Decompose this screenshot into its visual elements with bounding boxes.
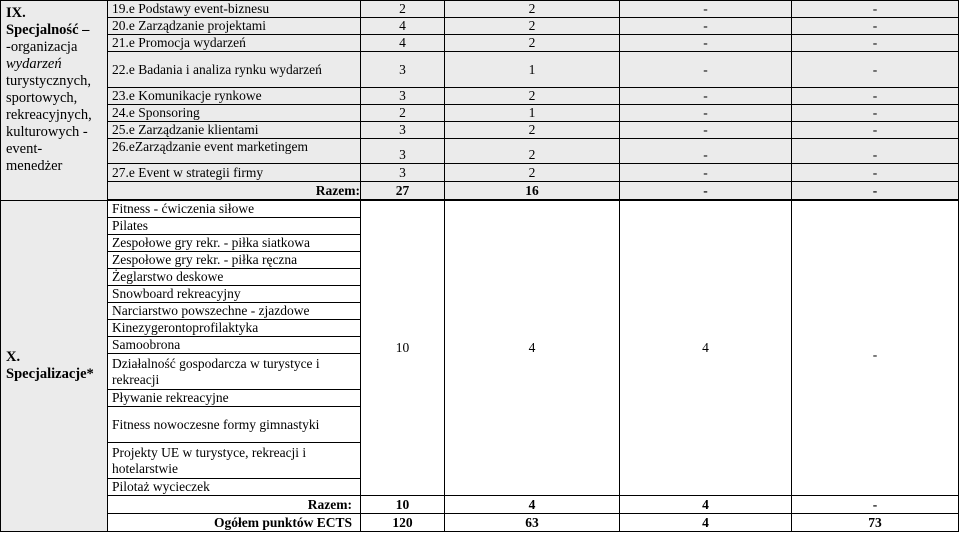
total-cell: - [620, 182, 792, 200]
grand-total-cell: 73 [792, 514, 959, 532]
specialization-item: Projekty UE w turystyce, rekreacji i hotelarstwie [108, 443, 361, 479]
hours-cell: 2 [445, 1, 620, 18]
ects-cell: 3 [361, 52, 445, 88]
cell: - [620, 139, 792, 164]
grand-total-hours: 63 [445, 514, 620, 532]
cell: - [792, 52, 959, 88]
ects-cell: 2 [361, 1, 445, 18]
specialization-ects: 10 [361, 201, 445, 496]
hours-cell: 2 [445, 18, 620, 35]
ects-cell: 4 [361, 18, 445, 35]
hours-cell: 2 [445, 164, 620, 182]
hours-cell: 2 [445, 122, 620, 139]
specialization-item: Żeglarstwo deskowe [108, 269, 361, 286]
ects-cell: 3 [361, 164, 445, 182]
cell: - [792, 122, 959, 139]
cell: - [620, 105, 792, 122]
specialization-item: Samoobrona [108, 337, 361, 354]
cell: - [620, 1, 792, 18]
specialization-item: Narciarstwo powszechne - zjazdowe [108, 303, 361, 320]
specialization-hours: 4 [445, 201, 620, 496]
course-name: 26.eZarządzanie event marketingem [108, 139, 361, 164]
section-x-total-label: Razem: [108, 496, 361, 514]
cell: - [792, 164, 959, 182]
specialization-item: Zespołowe gry rekr. - piłka ręczna [108, 252, 361, 269]
specialization-item: Pilotaż wycieczek [108, 479, 361, 496]
hours-cell: 2 [445, 139, 620, 164]
cell: - [792, 35, 959, 52]
specialization-item: Fitness nowoczesne formy gimnastyki [108, 407, 361, 443]
course-name: 22.e Badania i analiza rynku wydarzeń [108, 52, 361, 88]
total-cell: - [792, 496, 959, 514]
hours-cell: 2 [445, 35, 620, 52]
total-hours: 16 [445, 182, 620, 200]
hours-cell: 1 [445, 52, 620, 88]
cell: - [620, 52, 792, 88]
grand-total-ects: 120 [361, 514, 445, 532]
hours-cell: 1 [445, 105, 620, 122]
course-name: 20.e Zarządzanie projektami [108, 18, 361, 35]
specialization-cell: - [792, 201, 959, 496]
cell: - [620, 164, 792, 182]
section-x-header: X. Specjalizacje* [1, 201, 108, 532]
specialization-item: Działalność gospodarcza w turystyce i rekreacji [108, 354, 361, 390]
ects-cell: 3 [361, 88, 445, 105]
cell: - [620, 122, 792, 139]
ects-cell: 4 [361, 35, 445, 52]
ects-cell: 3 [361, 122, 445, 139]
course-name: 27.e Event w strategii firmy [108, 164, 361, 182]
course-name: 19.e Podstawy event-biznesu [108, 1, 361, 18]
cell: - [620, 88, 792, 105]
cell: - [792, 1, 959, 18]
specialization-item: Snowboard rekreacyjny [108, 286, 361, 303]
specialization-item: Pływanie rekreacyjne [108, 390, 361, 407]
specialization-item: Pilates [108, 218, 361, 235]
ects-cell: 3 [361, 139, 445, 164]
course-name: 21.e Promocja wydarzeń [108, 35, 361, 52]
total-cell: - [792, 182, 959, 200]
total-hours: 4 [445, 496, 620, 514]
course-name: 25.e Zarządzanie klientami [108, 122, 361, 139]
grand-total-label: Ogółem punktów ECTS [108, 514, 361, 532]
hours-cell: 2 [445, 88, 620, 105]
cell: - [792, 139, 959, 164]
specialization-item: Fitness - ćwiczenia siłowe [108, 201, 361, 218]
specialization-item: Kinezygerontoprofilaktyka [108, 320, 361, 337]
specialization-item: Zespołowe gry rekr. - piłka siatkowa [108, 235, 361, 252]
section-ix-header: IX. Specjalność – -organizacja wydarzeń turystycznych, sportowych, rekreacyjnych, kulturowych - event- menedżer [1, 1, 108, 201]
cell: - [792, 18, 959, 35]
cell: - [620, 18, 792, 35]
specialization-cell: 4 [620, 201, 792, 496]
course-name: 23.e Komunikacje rynkowe [108, 88, 361, 105]
grand-total-cell: 4 [620, 514, 792, 532]
cell: - [792, 105, 959, 122]
section-ix-total-label: Razem: [108, 182, 361, 200]
cell: - [620, 35, 792, 52]
cell: - [792, 88, 959, 105]
total-ects: 10 [361, 496, 445, 514]
total-ects: 27 [361, 182, 445, 200]
course-name: 24.e Sponsoring [108, 105, 361, 122]
ects-cell: 2 [361, 105, 445, 122]
total-cell: 4 [620, 496, 792, 514]
